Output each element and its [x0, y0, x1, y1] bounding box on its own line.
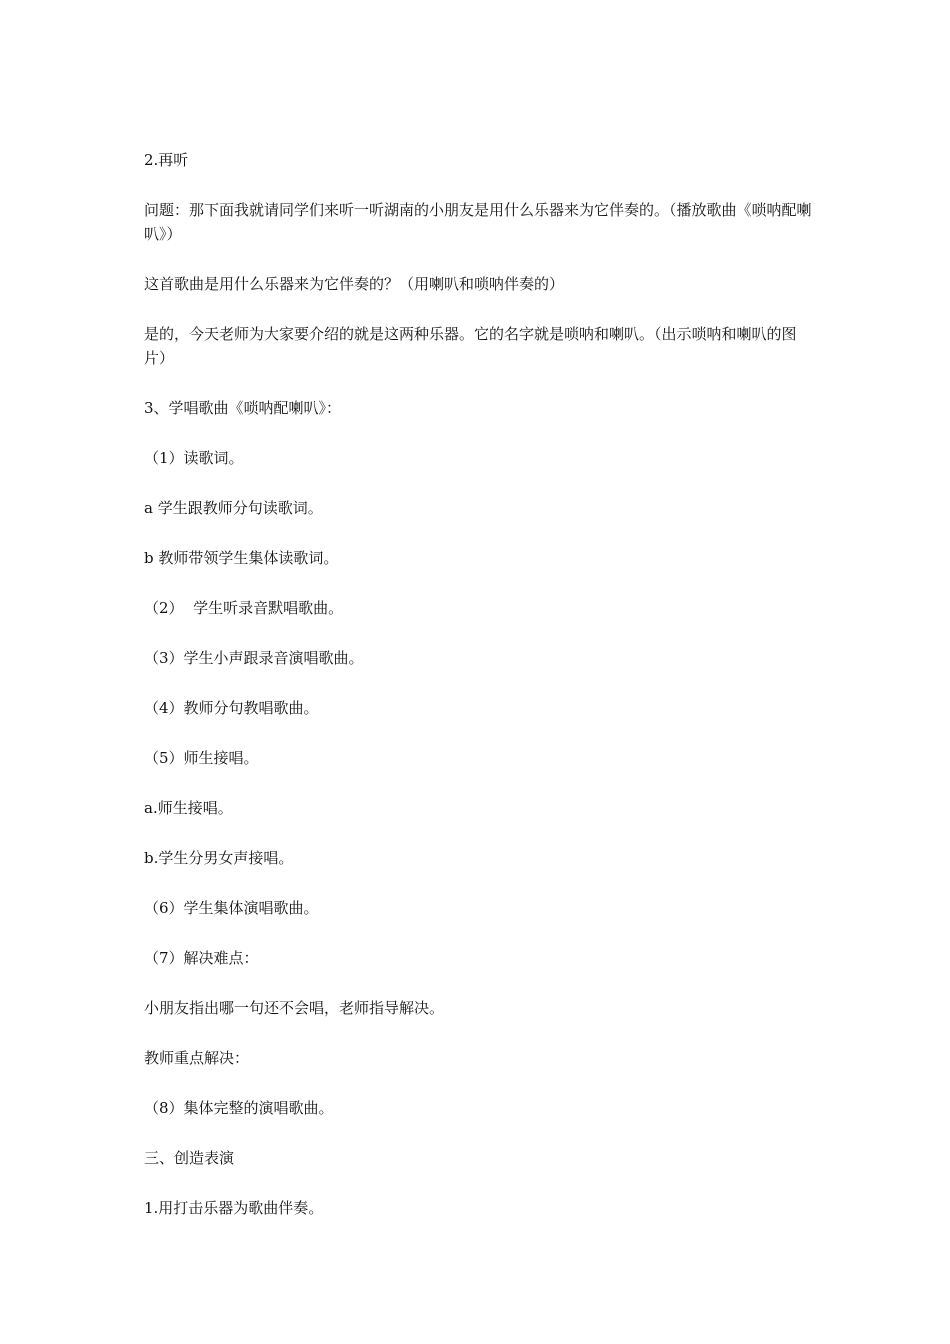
section-heading-creative: 三、创造表演	[144, 1149, 235, 1167]
step-read-lyrics: （1）读歌词。	[144, 449, 244, 467]
difficulty-note: 小朋友指出哪一句还不会唱，老师指导解决。	[144, 999, 445, 1017]
creative-step-percussion: 1.用打击乐器为歌曲伴奏。	[144, 1199, 324, 1217]
instrument-question: 这首歌曲是用什么乐器来为它伴奏的？（用喇叭和唢呐伴奏的）	[144, 275, 565, 293]
substep-a-read: a 学生跟教师分句读歌词。	[144, 499, 323, 517]
substep-b-read: b 教师带领学生集体读歌词。	[144, 549, 339, 567]
teacher-focus: 教师重点解决：	[144, 1049, 250, 1067]
question-paragraph: 问题：那下面我就请同学们来听一听湖南的小朋友是用什么乐器来为它伴奏的。（播放歌曲《唢呐配喇叭》）	[144, 201, 812, 243]
section-heading-listen-again: 2.再听	[144, 151, 189, 169]
step-silent-sing: （2） 学生听录音默唱歌曲。	[144, 599, 344, 617]
step-difficulties: （7）解决难点：	[144, 949, 259, 967]
substep-a-alternate: a.师生接唱。	[144, 799, 233, 817]
step-full-performance: （8）集体完整的演唱歌曲。	[144, 1099, 334, 1117]
step-group-sing: （6）学生集体演唱歌曲。	[144, 899, 319, 917]
step-teach-lines: （4）教师分句教唱歌曲。	[144, 699, 319, 717]
instrument-introduction: 是的，今天老师为大家要介绍的就是这两种乐器。它的名字就是唢呐和喇叭。（出示唢呐和喇叭的图片）	[144, 325, 797, 367]
section-heading-learn-song: 3、学唱歌曲《唢呐配喇叭》：	[144, 399, 342, 417]
step-sing-along: （3）学生小声跟录音演唱歌曲。	[144, 649, 364, 667]
document-body	[144, 148, 812, 1246]
step-alternate-sing: （5）师生接唱。	[144, 749, 259, 767]
substep-b-alternate: b.学生分男女声接唱。	[144, 849, 294, 867]
